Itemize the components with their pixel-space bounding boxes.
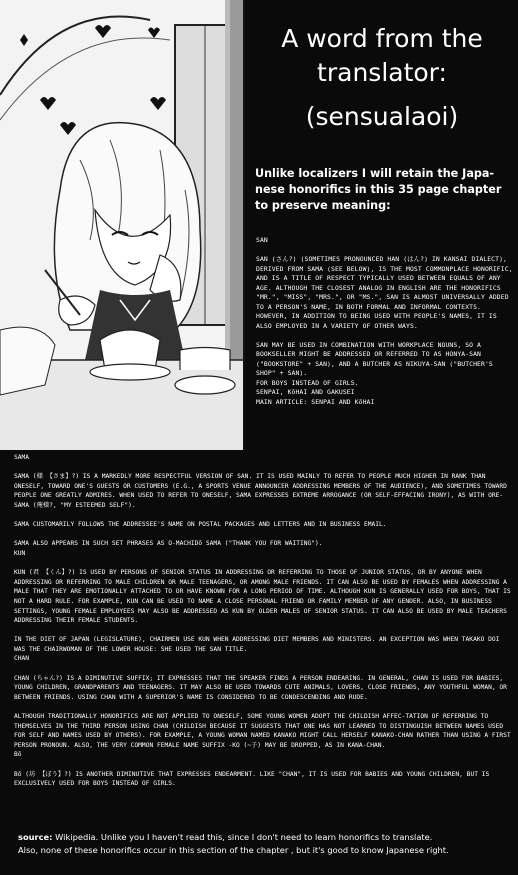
sama-paragraph-2: SAMA CUSTOMARILY FOLLOWS THE ADDRESSEE'S NAME ON POSTAL PACKAGES AND LETTERS AND IN BUSINESS EMAIL.: [14, 521, 387, 529]
manga-illustration: [0, 0, 245, 450]
sama-heading: SAMA: [14, 454, 30, 461]
title-line-1: A word from the: [281, 24, 483, 53]
source-note: [18, 831, 508, 857]
san-paragraph-1: SAN (さん?) (SOMETIMES PRONOUNCED HAN (はん?) IN KANSAI DIALECT), DERIVED FROM SAMA (SEE BELOW), IS THE MOST COMMONPLACE HONORIFIC, AND IS A TITLE OF RESPECT TYPICALLY USED BETWEEN EQUALS OF ANY AGE. ALTHOUGH THE CLOSEST ANALOG IN ENGLISH ARE THE HONORIFICS "MR.", "MISS", "MRS.", OR "MS.", SAN IS ALMOST UNIVERSALLY ADDED TO A PERSON'S NAME, IN BOTH FORMAL AND INFORMAL CONTEXTS. HOWEVER, IN ADDITION TO BEING USED WITH PEOPLE'S NAMES, IT IS ALSO EMPLOYED IN A VARIETY OF OTHER WAYS.: [256, 255, 513, 330]
chan-paragraph-2: ALTHOUGH TRADITIONALLY HONORIFICS ARE NOT APPLIED TO ONESELF, SOME YOUNG WOMEN ADOPT THE CHILDISH AFFEC-TATION OF REFERRING TO THEMSELVES IN THE THIRD PERSON USING CHAN (CHILDISH BECAUSE IT SUGGESTS THAT ONE HAS NOT LEARNED TO DISTINGUISH BETWEEN NAMES USED FOR SELF AND NAMES USED BY OTHERS). FOR EXAMPLE, A YOUNG WOMAN NAMED KANAKO MIGHT CALL HERSELF KANAKO-CHAN RATHER THAN USING A FIRST PERSON PRONOUN. ALSO, THE VERY COMMON FEMALE NAME SUFFIX -KO (~子) MAY BE DROPPED, AS IN KANA-CHAN.: [14, 713, 511, 749]
manga-drawing: [0, 0, 243, 450]
kun-paragraph-1: KUN (君 【くん】?) IS USED BY PERSONS OF SENIOR STATUS IN ADDRESSING OR REFERRING TO THOSE OF JUNIOR STATUS, OR BY ANYONE WHEN ADDRESSING OR REFERRING TO MALE CHILDREN OR MALE TEENAGERS, OR AMONG MALE FRIENDS. IT CAN ALSO BE USED BY FEMALES WHEN ADDRESSING A MALE THAT THEY ARE EMOTIONALLY ATTACHED TO OR HAVE KNOWN FOR A LONG PERIOD OF TIME. ALTHOUGH KUN IS GENERALLY USED FOR BOYS, THAT IS NOT A HARD RULE. FOR EXAMPLE, KUN CAN BE USED TO NAME A CLOSE PERSONAL FRIEND OR FAMILY MEMBER OF ANY GENDER. ALSO, IN BUSINESS SETTINGS, YOUNG FEMALE EMPLOYEES MAY ALSO BE ADDRESSED AS KUN BY OLDER MALES OF SENIOR STATUS. IT CAN ALSO BE USED BY MALE TEACHERS ADDRESSING THEIR FEMALE STUDENTS.: [14, 569, 511, 625]
san-section: [256, 236, 514, 407]
san-line-4: SENPAI, KōHAI AND GAKUSEI: [256, 388, 355, 396]
chan-heading: CHAN: [14, 655, 30, 663]
bo-heading: Bō: [14, 751, 22, 759]
source-line-1: [18, 831, 508, 844]
san-line-3: FOR BOYS INSTEAD OF GIRLS.: [256, 378, 359, 387]
source-label: source:: [18, 832, 53, 842]
san-line-5: MAIN ARTICLE: SENPAI AND KōHAI: [256, 397, 375, 406]
chan-paragraph-1: CHAN (ちゃん?) IS A DIMINUTIVE SUFFIX; IT EXPRESSES THAT THE SPEAKER FINDS A PERSON ENDEARING. IN GENERAL, CHAN IS USED FOR BABIES, YOUNG CHILDREN, GRANDPARENTS AND TEENAGERS. IT MAY ALSO BE USED TOWARDS CUTE ANIMALS, LOVERS, CLOSE FRIENDS, ANY YOUTHFUL WOMAN, OR BETWEEN FRIENDS. USING CHAN WITH A SUPERIOR'S NAME IS CONSIDERED TO BE CONDESCENDING AND RUDE.: [14, 674, 507, 701]
source-text: Wikipedia. Unlike you I haven't read this, since I don't need to learn honorifics to translate.: [52, 832, 433, 842]
source-line-2: Also, none of these honorifics occur in this section of the chapter , but it's good to know Japanese right.: [18, 845, 449, 855]
translator-note-title: [248, 22, 516, 134]
kun-heading: KUN: [14, 549, 26, 557]
bo-paragraph-1: Bō (坊 【ぼう】?) IS ANOTHER DIMINUTIVE THAT EXPRESSES ENDEARMENT. LIKE "CHAN", IT IS USED FOR BABIES AND YOUNG CHILDREN, BUT IS EXCLUSIVELY USED FOR BOYS INSTEAD OF GIRLS.: [14, 770, 490, 788]
sama-paragraph-3: SAMA ALSO APPEARS IN SUCH SET PHRASES AS O-MACHIDō SAMA ("THANK YOU FOR WAITING").: [14, 540, 323, 548]
intro-text: Unlike localizers I will retain the Japa-nese honorifics in this 35 page chapter to preserve meaning:: [255, 167, 502, 212]
sama-paragraph-1: SAMA (様 【さま】?) IS A MARKEDLY MORE RESPECTFUL VERSION OF SAN. IT IS USED MAINLY TO REFER TO PEOPLE MUCH HIGHER IN RANK THAN ONESELF, TOWARD ONE'S GUESTS OR CUSTOMERS (E.G., A SPORTS VENUE ANNOUNCER ADDRESSING MEMBERS OF THE AUDIENCE), AND SOMETIMES TOWARD PEOPLE ONE GREATLY ADMIRES. WHEN USED TO REFER TO ONESELF, SAMA EXPRESSES EXTREME ARROGANCE (OR SELF-EFFACING IRONY), AS WITH ORE-SAMA (俺様?, "MY ESTEEMED SELF").: [14, 473, 507, 509]
translator-name: (sensualaoi): [305, 102, 459, 131]
san-heading: SAN: [256, 236, 268, 244]
san-paragraph-2: SAN MAY BE USED IN COMBINATION WITH WORKPLACE NOUNS, SO A BOOKSELLER MIGHT BE ADDRESSED OR REFERRED TO AS HONYA-SAN ("BOOKSTORE" + SAN), AND A BUTCHER AS NIKUYA-SAN ("BUTCHER'S SHOP" + SAN).: [256, 340, 493, 377]
title-line-2: translator:: [317, 58, 447, 87]
kun-paragraph-2: IN THE DIET OF JAPAN (LEGISLATURE), CHAIRMEN USE KUN WHEN ADDRESSING DIET MEMBERS AND MINISTERS. AN EXCEPTION WAS WHEN TAKAKO DOI WAS THE CHAIRWOMAN OF THE LOWER HOUSE: SHE USED THE SAN TITLE.: [14, 636, 500, 653]
honorifics-body: [14, 453, 512, 798]
